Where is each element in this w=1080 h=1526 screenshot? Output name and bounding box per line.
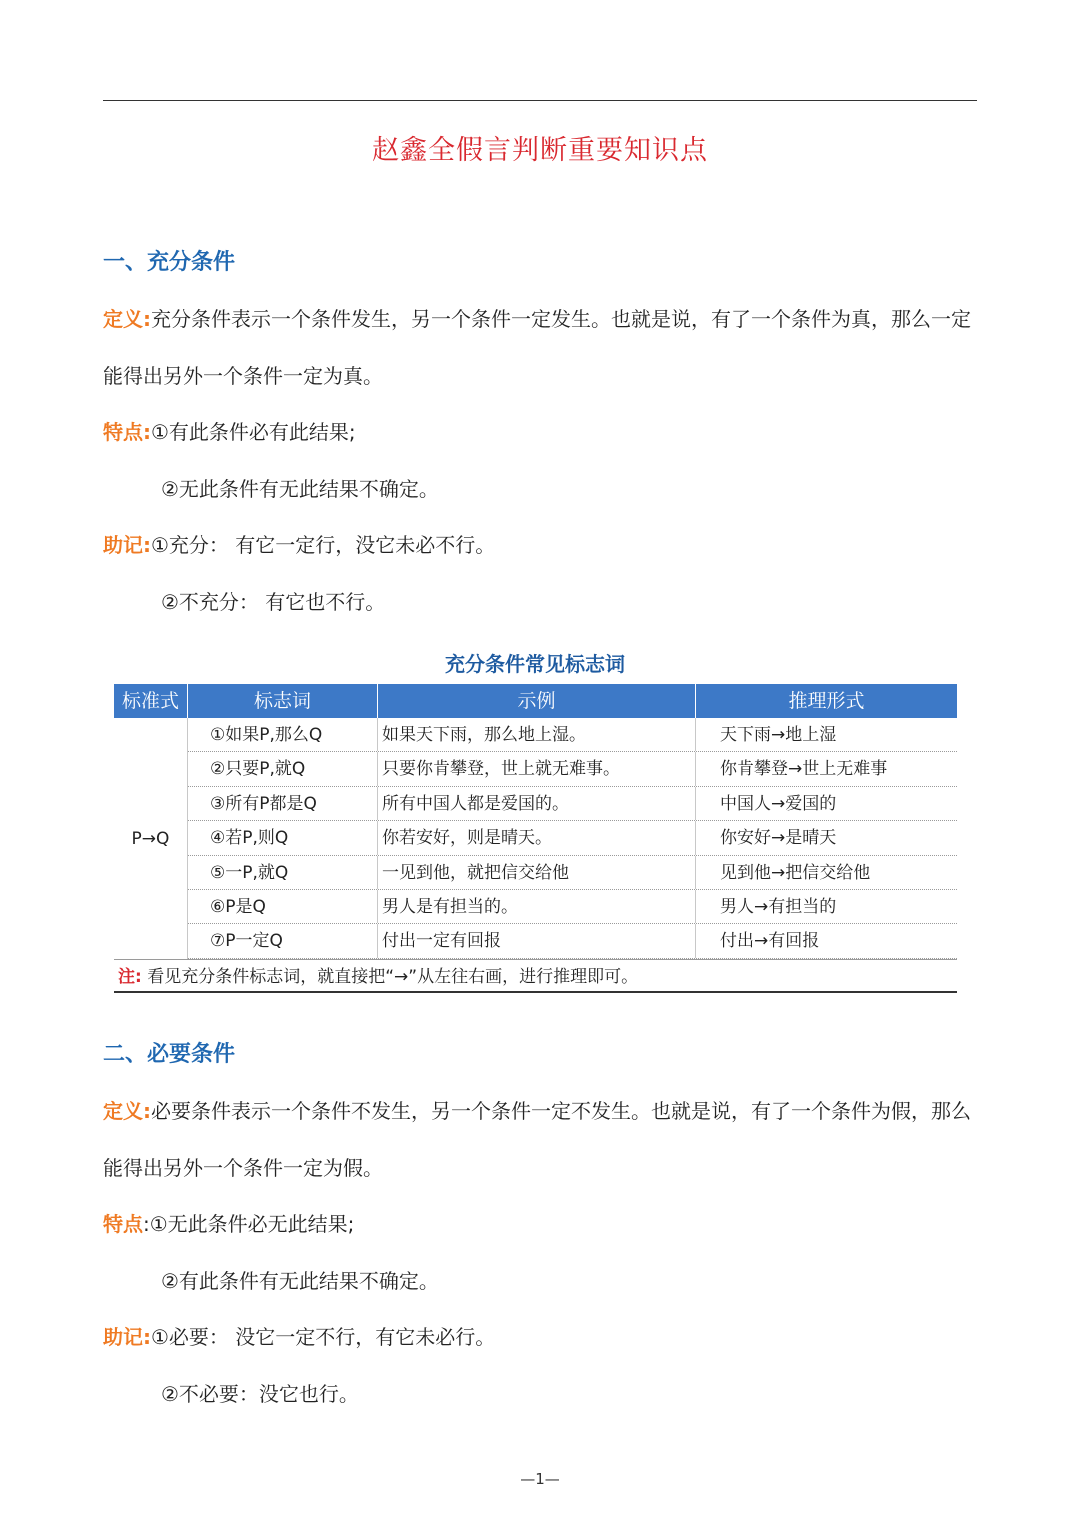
section1-feature-line2: ②无此条件有无此结果不确定。 [161, 477, 439, 501]
example-cell: 如果天下雨，那么地上湿。 [378, 718, 696, 751]
table-row [188, 787, 957, 821]
feature-label: 特点 [103, 1212, 143, 1236]
note-label: 注: [118, 967, 142, 987]
feature-text: ①有此条件必有此结果; [151, 420, 356, 444]
table-row [188, 752, 957, 786]
section2-heading: 二、必要条件 [103, 1042, 236, 1067]
section1-heading: 一、充分条件 [103, 250, 236, 275]
example-cell: 你若安好，则是晴天。 [378, 821, 696, 854]
section1-memo-line2: ②不充分： 有它也不行。 [161, 590, 386, 614]
header-reasoning: 推理形式 [788, 690, 865, 712]
marker-cell: ①如果P,那么Q [188, 718, 378, 751]
section1-memo-line1 [103, 529, 495, 558]
page-title: 赵鑫全假言判断重要知识点 [372, 135, 708, 166]
marker-cell: ⑤一P,就Q [188, 856, 378, 889]
definition-label: 定义: [103, 307, 151, 331]
reasoning-cell: 付出→有回报 [720, 931, 820, 952]
example-cell: 只要你肯攀登，世上就无难事。 [378, 752, 696, 785]
example-cell: 一见到他，就把信交给他 [378, 856, 696, 889]
table-row [188, 856, 957, 890]
section1-definition-line1 [103, 303, 971, 332]
reasoning-cell: 你安好→是晴天 [720, 828, 837, 849]
feature-text: :①无此条件必无此结果; [143, 1212, 355, 1236]
table-header [114, 684, 957, 718]
example-cell: 付出一定有回报 [378, 924, 696, 957]
table-row [188, 924, 957, 958]
note-text: 看见充分条件标志词，就直接把“→”从左往右画，进行推理即可。 [147, 967, 639, 987]
marker-cell: ⑦P一定Q [188, 924, 378, 957]
top-rule [103, 100, 977, 101]
standard-form-cell: P→Q [114, 718, 188, 959]
marker-cell: ②只要P,就Q [188, 752, 378, 785]
table-body [188, 718, 957, 959]
reasoning-cell: 天下雨→地上湿 [720, 725, 837, 745]
table-title: 充分条件常见标志词 [445, 652, 625, 676]
marker-cell: ③所有P都是Q [188, 787, 378, 820]
example-cell: 男人是有担当的。 [378, 890, 696, 923]
header-marker: 标志词 [188, 684, 378, 718]
memo-label: 助记: [103, 1325, 151, 1349]
section2-definition-line1 [103, 1095, 971, 1124]
section2-memo-line1 [103, 1321, 495, 1350]
section2-definition-line2: 能得出另外一个条件一定为假。 [103, 1156, 383, 1180]
reasoning-cell: 见到他→把信交给他 [720, 862, 871, 883]
section1-feature-line1 [103, 416, 356, 445]
marker-cell: ④若P,则Q [188, 821, 378, 854]
reasoning-cell: 男人→有担当的 [720, 896, 837, 917]
table-row [188, 821, 957, 855]
section2-memo-line2: ②不必要：没它也行。 [161, 1382, 359, 1406]
example-cell: 所有中国人都是爱国的。 [378, 787, 696, 820]
reasoning-cell: 中国人→爱国的 [720, 793, 837, 814]
section2-feature-line1 [103, 1208, 354, 1237]
definition-text: 必要条件表示一个条件不发生，另一个条件一定不发生。也就是说，有了一个条件为假，那么 [151, 1099, 971, 1123]
marker-cell: ⑥P是Q [188, 890, 378, 923]
page-number: —1— [520, 1470, 560, 1488]
header-example: 示例 [378, 684, 696, 718]
memo-text: ①充分： 有它一定行，没它未必不行。 [151, 533, 496, 557]
memo-label: 助记: [103, 533, 151, 557]
section1-definition-line2: 能得出另外一个条件一定为真。 [103, 364, 383, 388]
feature-label: 特点: [103, 420, 151, 444]
definition-text: 充分条件表示一个条件发生，另一个条件一定发生。也就是说，有了一个条件为真，那么一定 [151, 307, 971, 331]
definition-label: 定义: [103, 1099, 151, 1123]
table-note [114, 959, 957, 993]
table-row [188, 718, 957, 752]
reasoning-cell: 你肯攀登→世上无难事 [720, 759, 888, 780]
memo-text: ①必要： 没它一定不行，有它未必行。 [151, 1325, 496, 1349]
header-standard: 标准式 [114, 684, 188, 718]
section2-feature-line2: ②有此条件有无此结果不确定。 [161, 1269, 439, 1293]
table-row [188, 890, 957, 924]
